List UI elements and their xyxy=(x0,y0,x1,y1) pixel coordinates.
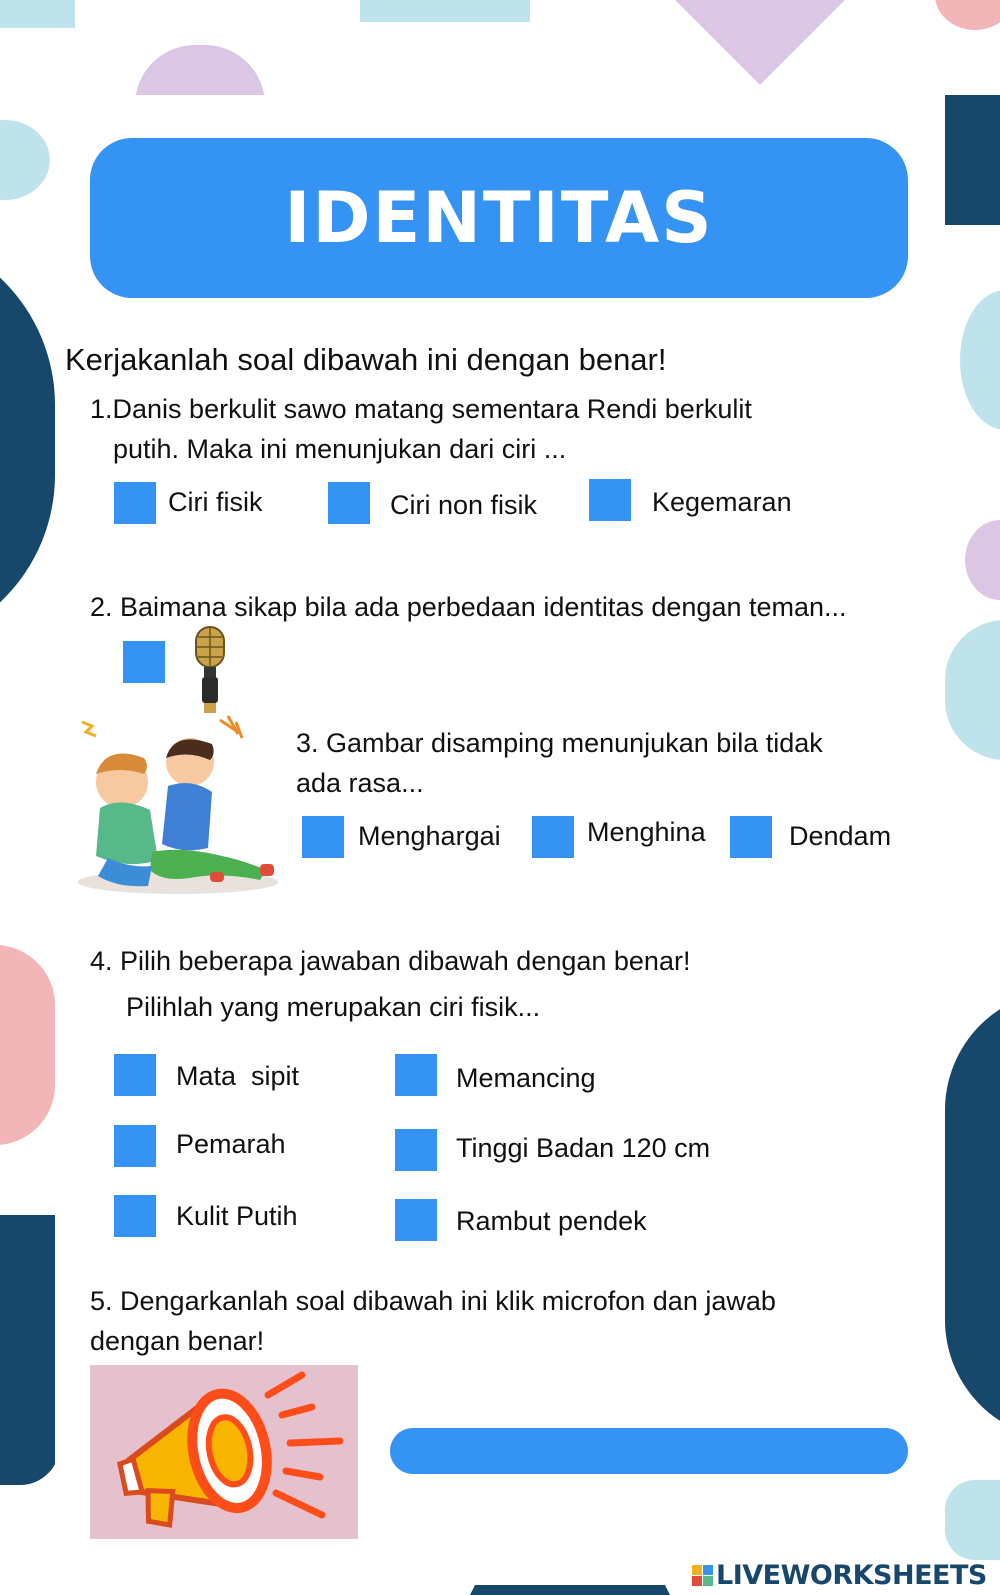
q3-option-checkbox-2[interactable] xyxy=(532,816,574,858)
q4-option-label-2: Memancing xyxy=(456,1063,596,1093)
brand-logo xyxy=(692,1560,987,1590)
q3-text-line2: ada rasa... xyxy=(296,768,424,798)
q1-option-checkbox-3[interactable] xyxy=(589,479,631,521)
page-title: IDENTITAS xyxy=(284,177,714,259)
fighting-kids-illustration xyxy=(60,712,285,902)
q2-answer-checkbox[interactable] xyxy=(123,641,165,683)
decor-lavender-diamond xyxy=(675,0,845,85)
brand-logo-icon xyxy=(692,1565,713,1586)
q1-option-checkbox-2[interactable] xyxy=(328,482,370,524)
decor-lavender-circle-right xyxy=(965,520,1000,600)
decor-light-blue-rect-top-left xyxy=(0,0,75,28)
q2-microphone-icon[interactable] xyxy=(190,625,230,717)
q4-text-line2: Pilihlah yang merupakan ciri fisik... xyxy=(126,992,541,1022)
q1-option-label-2: Ciri non fisik xyxy=(390,490,538,520)
q1-option-label-1: Ciri fisik xyxy=(168,487,263,517)
q4-option-label-6: Rambut pendek xyxy=(456,1206,647,1236)
q3-option-label-2: Menghina xyxy=(587,817,706,847)
q5-text-line2: dengan benar! xyxy=(90,1326,265,1356)
decor-light-blue-rect-top xyxy=(360,0,530,22)
q3-option-label-1: Menghargai xyxy=(358,821,501,851)
q4-option-checkbox-4[interactable] xyxy=(395,1129,437,1171)
decor-navy-semicircle-left xyxy=(0,230,55,650)
decor-navy-rect-right xyxy=(940,95,1000,225)
q5-text-line1: 5. Dengarkanlah soal dibawah ini klik microfon dan jawab xyxy=(90,1286,776,1316)
q3-option-checkbox-1[interactable] xyxy=(302,816,344,858)
q1-text-line2: putih. Maka ini menunjukan dari ciri ... xyxy=(113,434,567,464)
decor-light-blue-blob-left xyxy=(0,120,50,200)
q2-text: 2. Baimana sikap bila ada perbedaan identitas dengan teman... xyxy=(90,592,847,622)
q4-option-label-5: Kulit Putih xyxy=(176,1201,298,1231)
q4-option-checkbox-3[interactable] xyxy=(114,1125,156,1167)
decor-navy-block-left xyxy=(0,1215,60,1485)
decor-light-blue-blob-bottom-right xyxy=(945,1480,1000,1560)
q4-option-label-4: Tinggi Badan 120 cm xyxy=(456,1133,711,1163)
q4-option-checkbox-6[interactable] xyxy=(395,1199,437,1241)
q3-text-line1: 3. Gambar disamping menunjukan bila tidak xyxy=(296,728,823,758)
q4-option-checkbox-5[interactable] xyxy=(114,1195,156,1237)
q3-option-checkbox-3[interactable] xyxy=(730,816,772,858)
audio-answer-field[interactable] xyxy=(390,1428,908,1474)
decor-navy-semicircle-right xyxy=(945,990,1000,1440)
decor-light-blue-semicircle-right xyxy=(945,620,1000,760)
title-banner xyxy=(90,138,908,298)
q4-text-line1: 4. Pilih beberapa jawaban dibawah dengan benar! xyxy=(90,946,691,976)
q1-option-label-3: Kegemaran xyxy=(652,487,792,517)
q1-option-checkbox-1[interactable] xyxy=(114,482,156,524)
q4-option-checkbox-2[interactable] xyxy=(395,1054,437,1096)
megaphone-button[interactable] xyxy=(90,1365,358,1539)
decor-pink-blob-left xyxy=(0,945,55,1145)
q4-option-checkbox-1[interactable] xyxy=(114,1054,156,1096)
megaphone-icon xyxy=(90,1365,358,1539)
brand-name: LIVEWORKSHEETS xyxy=(716,1559,987,1591)
q4-option-label-3: Pemarah xyxy=(176,1129,286,1159)
q1-text-line1: 1.Danis berkulit sawo matang sementara Rendi berkulit xyxy=(90,394,752,424)
instruction-text: Kerjakanlah soal dibawah ini dengan benar! xyxy=(65,342,667,377)
q4-option-label-1: Mata sipit xyxy=(176,1061,300,1091)
decor-light-blue-circle-right xyxy=(960,290,1000,430)
decor-pink-circle-top-right xyxy=(935,0,1000,30)
q3-option-label-3: Dendam xyxy=(789,821,892,851)
